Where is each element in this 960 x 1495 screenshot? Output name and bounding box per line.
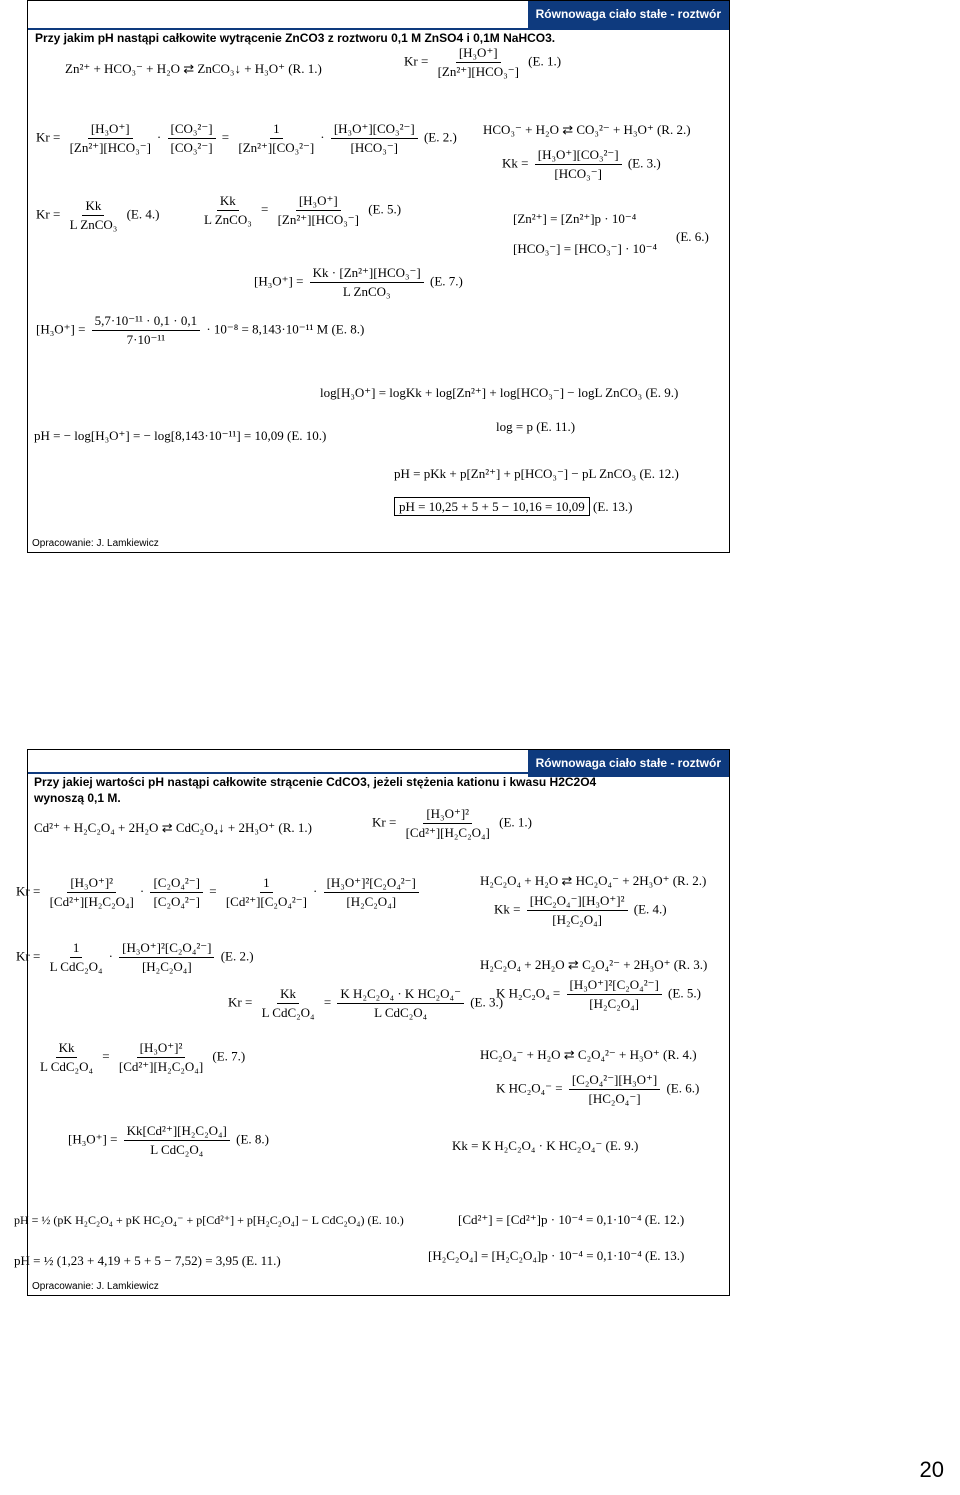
fraction-den: [HC₂O₄⁻] xyxy=(588,1091,641,1106)
fraction-den: [Cd²⁺][H₂C₂O₄] xyxy=(405,825,490,840)
eq-lhs: K HC₂O₄⁻ = xyxy=(496,1080,563,1096)
eq-body: Kk = K H₂C₂O₄ · K HC₂O₄⁻ xyxy=(452,1138,603,1153)
eq-label: (E. 11.) xyxy=(536,419,576,434)
eq-body: [H₂C₂O₄] = [H₂C₂O₄]p · 10⁻⁴ = 0,1·10⁻⁴ xyxy=(428,1248,642,1263)
fraction-den: [Cd²⁺][H₂C₂O₄] xyxy=(118,1059,204,1074)
fraction xyxy=(337,986,464,1021)
fraction-num: Kk xyxy=(217,193,239,211)
fraction-den: [Zn²⁺][CO₃²⁻] xyxy=(238,140,315,155)
equation-e10 xyxy=(14,1212,404,1228)
equation-e9 xyxy=(320,385,678,401)
fraction xyxy=(223,875,310,910)
equation-e7 xyxy=(254,265,463,300)
eq-body: log = p xyxy=(496,419,533,434)
question-text: Przy jakim pH nastąpi całkowite wytrącenie ZnCO3 z roztworu 0,1 M ZnSO4 i 0,1M NaHCO3. xyxy=(35,31,556,45)
equation-e3: Kr = $\frac{Kk}{\text{L CdC₂O₄}}$ = $\frac{\text{K H₂C₂O₄ · K HC₂O₄⁻}}{\text{L CdC₂O₄}}$ (E. 3.) xyxy=(228,986,504,1020)
fraction xyxy=(259,986,318,1021)
fraction-num: [H₃O⁺]²[C₂O₄²⁻] xyxy=(567,977,662,995)
fraction-num: [H₃O⁺][CO₃²⁻] xyxy=(535,147,622,165)
equation-e5 xyxy=(496,977,701,1012)
fraction-den: [CO₃²⁻] xyxy=(170,140,213,155)
eq-label: (E. 1.) xyxy=(499,814,532,830)
equation-e2: Kr = $\frac{\text{[H₃O⁺]}}{\text{[Zn²⁺][HCO₃⁻]}}$ · $\frac{\text{[CO₃²⁻]}}{\text{[CO₃²⁻]}}$ = $\frac{1}{\text{[Zn²⁺][CO₃²⁻]}}$ · $\frac{\text{[H₃O⁺][CO₃²⁻]}}{\text{[HCO₃⁻]}}$ (E. 2.) xyxy=(36,121,457,155)
eq-label: (E. 4.) xyxy=(126,206,160,222)
slide-zinc-carbonate xyxy=(27,0,730,553)
equation-e12 xyxy=(458,1212,684,1228)
fraction xyxy=(235,121,317,156)
fraction xyxy=(435,45,522,80)
eq-lhs: K H₂C₂O₄ = xyxy=(496,985,561,1001)
eq-lhs: Kr = xyxy=(372,814,397,830)
eq-label: (E. 10.) xyxy=(287,428,327,443)
fraction-num: [H₃O⁺]²[C₂O₄²⁻] xyxy=(324,875,419,893)
eq-label: (E. 11.) xyxy=(241,1253,281,1268)
eq-label: (E. 2.) xyxy=(423,129,457,145)
fraction-num: [C₂O₄²⁻] xyxy=(150,875,203,893)
fraction xyxy=(567,977,662,1012)
fraction-den: [HCO₃⁻] xyxy=(554,166,602,181)
fraction-den: [C₂O₄²⁻] xyxy=(153,894,200,909)
reaction-r2: H₂C₂O₄ + H₂O ⇄ HC₂O₄⁻ + 2H₃O⁺ (R. 2.) xyxy=(480,873,707,888)
fraction-den: [Cd²⁺][C₂O₄²⁻] xyxy=(225,894,307,909)
fraction-num: Kk · [Zn²⁺][HCO₃⁻] xyxy=(310,265,424,283)
eq-label: (E. 12.) xyxy=(639,466,679,481)
fraction-num: [CO₃²⁻] xyxy=(168,121,216,139)
equation-e2b: Kr = $\frac{1}{\text{L CdC₂O₄}}$ · $\frac{\text{[H₃O⁺]²[C₂O₄²⁻]}}{\text{[H₂C₂O₄]}}$ (E. 2.) xyxy=(16,940,254,974)
fraction xyxy=(324,875,419,910)
fraction-num: [H₃O⁺] xyxy=(296,193,341,211)
fraction-den: L CdC₂O₄ xyxy=(40,1059,94,1074)
fraction-num: 5,7·10⁻¹¹ · 0,1 · 0,1 xyxy=(92,313,200,331)
eq-body: log[H₃O⁺] = logKk + log[Zn²⁺] + log[HCO₃⁻] − logL ZnCO₃ xyxy=(320,385,643,400)
fraction-num: [H₃O⁺]²[C₂O₄²⁻] xyxy=(119,940,214,958)
fraction-den: [Zn²⁺][HCO₃⁻] xyxy=(277,212,359,227)
fraction-num: Kk xyxy=(82,198,104,216)
equation-e8 xyxy=(36,313,364,348)
reaction-r1: Cd²⁺ + H₂C₂O₄ + 2H₂O ⇄ CdC₂O₄↓ + 2H₃O⁺ (R. 1.) xyxy=(34,820,312,835)
slide-topic-badge: Równowaga ciało stałe - roztwór xyxy=(528,1,729,28)
eq-lhs: Kr = xyxy=(36,206,61,222)
fraction-den: [H₂C₂O₄] xyxy=(346,894,397,909)
author-footer: Opracowanie: J. Lamkiewicz xyxy=(32,538,159,549)
question-line-1: Przy jakiej wartości pH nastąpi całkowite strącenie CdCO3, jeżeli stężenia kationu i kwasu H2C2O4 xyxy=(34,775,597,789)
eq-body: pH = − log[H₃O⁺] = − log[8,143·10⁻¹¹] = 10,09 xyxy=(34,428,284,443)
fraction-num: Kk xyxy=(277,986,299,1004)
eq-label: (E. 6.) xyxy=(676,229,709,244)
page-number: 20 xyxy=(919,1457,944,1482)
fraction xyxy=(527,893,628,928)
eq-lhs: Kr = xyxy=(16,883,41,899)
equation-e9 xyxy=(452,1138,638,1154)
fraction xyxy=(67,121,154,156)
fraction xyxy=(569,1072,660,1107)
header-rule xyxy=(28,772,729,774)
equation-e7: $\frac{Kk}{\text{L CdC₂O₄}}$ = $\frac{\text{[H₃O⁺]²}}{\text{[Cd²⁺][H₂C₂O₄]}}$ (E. 7.) xyxy=(34,1040,245,1075)
equation-e6-line2: [HCO₃⁻] = [HCO₃⁻] · 10⁻⁴ xyxy=(513,241,658,256)
eq-body-boxed: pH = 10,25 + 5 + 5 − 10,16 = 10,09 xyxy=(394,497,590,516)
eq-label: (E. 5.) xyxy=(368,201,402,217)
fraction xyxy=(403,806,493,841)
fraction-den: [H₂C₂O₄] xyxy=(589,996,639,1011)
equation-e10 xyxy=(34,428,326,444)
equation-e6-line1: [Zn²⁺] = [Zn²⁺]p · 10⁻⁴ xyxy=(513,211,637,226)
fraction-den: [HCO₃⁻] xyxy=(350,140,399,155)
eq-label: (E. 8.) xyxy=(236,1131,269,1147)
equation-e11 xyxy=(14,1253,281,1269)
eq-lhs: Kr = xyxy=(404,53,429,69)
fraction-num: 1 xyxy=(70,940,83,958)
eq-label: (E. 10.) xyxy=(367,1213,404,1227)
fraction-num: Kk xyxy=(56,1040,78,1058)
eq-body: [Cd²⁺] = [Cd²⁺]p · 10⁻⁴ = 0,1·10⁻⁴ xyxy=(458,1212,642,1227)
eq-lhs: Kr = xyxy=(16,948,41,964)
fraction-den: [H₂C₂O₄] xyxy=(141,959,192,974)
header-rule xyxy=(28,28,729,30)
equation-e5: $\frac{Kk}{\text{L ZnCO₃}}$ = $\frac{\text{[H₃O⁺]}}{\text{[Zn²⁺][HCO₃⁻]}}$ (E. 5.) xyxy=(198,193,401,228)
eq-lhs: Kk = xyxy=(502,155,529,171)
eq-label: (E. 7.) xyxy=(212,1048,246,1064)
eq-label: (E. 2.) xyxy=(220,948,254,964)
eq-lhs: [H₃O⁺] = xyxy=(68,1131,118,1147)
eq-lhs: [H₃O⁺] = xyxy=(36,321,86,337)
fraction xyxy=(119,940,214,975)
author-footer: Opracowanie: J. Lamkiewicz xyxy=(32,1281,159,1292)
equation-e1 xyxy=(372,806,532,841)
fraction xyxy=(124,1123,230,1158)
reaction-r1: Zn²⁺ + HCO₃⁻ + H₂O ⇄ ZnCO₃↓ + H₃O⁺ (R. 1.) xyxy=(65,61,322,76)
eq-sign: = xyxy=(221,129,230,145)
fraction-num: [HC₂O₄⁻][H₃O⁺]² xyxy=(527,893,628,911)
equation-e13 xyxy=(428,1248,684,1264)
eq-label: (E. 4.) xyxy=(633,901,667,917)
equation-e13 xyxy=(394,499,632,515)
eq-label: (E. 13.) xyxy=(645,1248,685,1263)
fraction xyxy=(37,1040,96,1075)
equation-e1 xyxy=(404,45,561,80)
fraction xyxy=(201,193,255,228)
reaction-r3: H₂C₂O₄ + 2H₂O ⇄ C₂O₄²⁻ + 2H₃O⁺ (R. 3.) xyxy=(480,957,708,972)
fraction xyxy=(67,198,121,233)
fraction-num: [H₃O⁺]² xyxy=(67,875,116,893)
eq-label: (E. 5.) xyxy=(668,985,701,1001)
fraction xyxy=(47,875,137,910)
fraction xyxy=(47,940,106,975)
fraction-num: [H₃O⁺][CO₃²⁻] xyxy=(331,121,418,139)
eq-body: pH = pKk + p[Zn²⁺] + p[HCO₃⁻] − pL ZnCO₃ xyxy=(394,466,637,481)
equation-e6 xyxy=(496,1072,699,1107)
fraction-num: [H₃O⁺] xyxy=(456,45,501,63)
eq-label: (E. 7.) xyxy=(430,273,463,289)
fraction xyxy=(168,121,216,156)
eq-label: (E. 1.) xyxy=(528,53,562,69)
fraction-num: [H₃O⁺]² xyxy=(423,806,472,824)
fraction-den: L CdC₂O₄ xyxy=(150,1142,204,1157)
fraction-den: L CdC₂O₄ xyxy=(261,1005,315,1020)
eq-lhs: Kk = xyxy=(494,901,521,917)
fraction-den: [Zn²⁺][HCO₃⁻] xyxy=(437,64,519,79)
eq-label: (E. 9.) xyxy=(645,385,679,400)
fraction-den: [Zn²⁺][HCO₃⁻] xyxy=(69,140,151,155)
slide-cadmium-oxalate xyxy=(14,749,730,1296)
fraction-num: [H₃O⁺]² xyxy=(137,1040,186,1058)
fraction-den: [H₂C₂O₄] xyxy=(552,912,602,927)
equation-e3 xyxy=(502,147,661,182)
fraction-num: 1 xyxy=(270,121,283,139)
fraction-den: [Cd²⁺][H₂C₂O₄] xyxy=(49,894,134,909)
reaction-r4: HC₂O₄⁻ + H₂O ⇄ C₂O₄²⁻ + H₃O⁺ (R. 4.) xyxy=(480,1047,697,1062)
equation-e2a: Kr = $\frac{\text{[H₃O⁺]²}}{\text{[Cd²⁺][H₂C₂O₄]}}$ · $\frac{\text{[C₂O₄²⁻]}}{\text{[C₂O₄²⁻]}}$ = $\frac{1}{\text{[Cd²⁺][C₂O₄²⁻]}}$ · $\frac{\text{[H₃O⁺]²[C₂O₄²⁻]}}{\text{[H₂C₂O₄]}}$ xyxy=(16,875,422,910)
fraction-den: L CdC₂O₄ xyxy=(374,1005,428,1020)
fraction-den: L ZnCO₃ xyxy=(69,217,118,232)
fraction-den: 7·10⁻¹¹ xyxy=(126,332,166,347)
fraction-den: L ZnCO₃ xyxy=(342,284,391,299)
eq-label: (E. 13.) xyxy=(593,499,633,514)
eq-label: (E. 8.) xyxy=(331,321,365,337)
fraction xyxy=(150,875,203,910)
eq-lhs: Kr = xyxy=(36,129,61,145)
fraction xyxy=(535,147,622,182)
equation-e8 xyxy=(68,1123,269,1158)
fraction-num: [H₃O⁺] xyxy=(88,121,133,139)
fraction-num: Kk[Cd²⁺][H₂C₂O₄] xyxy=(124,1123,230,1141)
eq-label: (E. 3.) xyxy=(470,994,504,1010)
equation-e12 xyxy=(394,466,679,482)
fraction-num: K H₂C₂O₄ · K HC₂O₄⁻ xyxy=(337,986,464,1004)
eq-lhs: Kr = xyxy=(228,994,253,1010)
question-line-2: wynoszą 0,1 M. xyxy=(34,791,121,805)
eq-lhs: [H₃O⁺] = xyxy=(254,273,304,289)
equation-e4 xyxy=(494,893,667,928)
eq-rhs: · 10⁻⁸ = 8,143·10⁻¹¹ M xyxy=(206,321,329,337)
fraction-den: L ZnCO₃ xyxy=(204,212,252,227)
eq-sign: = xyxy=(209,883,217,899)
eq-body: pH = ½ (1,23 + 4,19 + 5 + 5 − 7,52) = 3,95 xyxy=(14,1253,239,1268)
fraction xyxy=(92,313,200,348)
fraction xyxy=(275,193,362,228)
reaction-r2: HCO₃⁻ + H₂O ⇄ CO₃²⁻ + H₃O⁺ (R. 2.) xyxy=(483,122,691,137)
eq-label: (E. 6.) xyxy=(666,1080,700,1096)
eq-label: (E. 9.) xyxy=(605,1138,639,1153)
eq-body: pH = ½ (pK H₂C₂O₄ + pK HC₂O₄⁻ + p[Cd²⁺] + p[H₂C₂O₄] − L CdC₂O₄) xyxy=(14,1213,365,1227)
slide-topic-badge: Równowaga ciało stałe - roztwór xyxy=(528,750,729,777)
fraction-num: [C₂O₄²⁻][H₃O⁺] xyxy=(569,1072,660,1090)
eq-label: (E. 12.) xyxy=(644,1212,685,1227)
equation-e11 xyxy=(496,419,575,435)
eq-label: (E. 3.) xyxy=(627,155,661,171)
fraction xyxy=(116,1040,206,1075)
fraction-num: 1 xyxy=(260,875,273,893)
fraction xyxy=(310,265,424,300)
fraction xyxy=(331,121,418,156)
equation-e4 xyxy=(36,198,159,233)
fraction-den: L CdC₂O₄ xyxy=(49,959,103,974)
